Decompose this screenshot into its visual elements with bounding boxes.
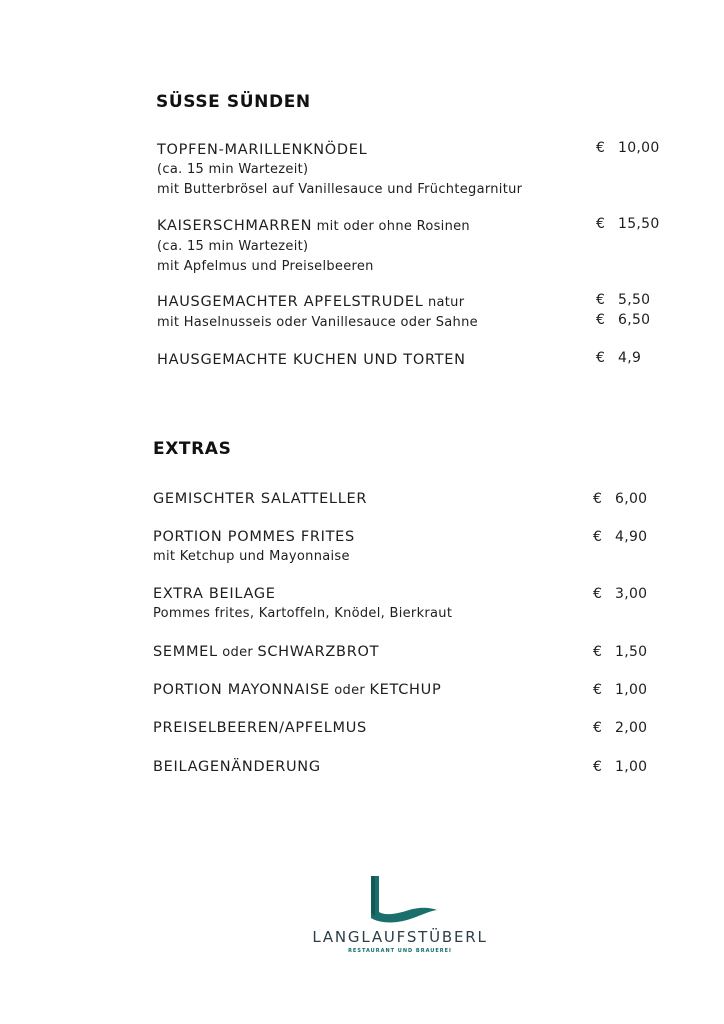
item-price	[593, 680, 647, 700]
section-title-suesse-suenden: SÜSSE SÜNDEN	[156, 92, 311, 112]
currency-symbol: €	[596, 292, 606, 308]
item-price	[596, 138, 660, 158]
logo-name: LANGLAUFSTÜBERL	[312, 928, 488, 946]
currency-symbol: €	[593, 759, 603, 775]
item-name: PREISELBEEREN/APFELMUS	[153, 720, 367, 736]
currency-symbol: €	[596, 216, 606, 232]
item-price	[593, 718, 647, 738]
menu-item-mayonnaise-ketchup	[153, 680, 441, 701]
item-name: HAUSGEMACHTE KUCHEN UND TORTEN	[157, 352, 466, 368]
logo-mark-icon	[355, 874, 440, 926]
currency-symbol: €	[593, 644, 603, 660]
currency-symbol: €	[596, 350, 606, 366]
item-name-connector: oder	[217, 645, 258, 660]
price-value: 1,00	[615, 682, 648, 698]
item-name: PORTION POMMES FRITES	[153, 529, 355, 545]
item-name: TOPFEN-MARILLENKNÖDEL	[157, 142, 368, 158]
item-name: EXTRA BEILAGE	[153, 586, 276, 602]
item-name: BEILAGENÄNDERUNG	[153, 759, 321, 775]
item-name-second: KETCHUP	[369, 682, 442, 698]
item-price	[593, 584, 647, 604]
menu-item-semmel-schwarzbrot	[153, 642, 379, 663]
item-price	[596, 290, 650, 310]
currency-symbol: €	[593, 720, 603, 736]
price-value: 4,9	[618, 350, 642, 366]
section-title-extras: EXTRAS	[153, 439, 232, 459]
currency-symbol: €	[593, 491, 603, 507]
item-price	[593, 642, 647, 662]
item-price	[596, 214, 660, 234]
menu-item-topfen-marillenknoedel	[157, 140, 522, 200]
price-value: 5,50	[618, 292, 651, 308]
item-description-line: mit Ketchup und Mayonnaise	[153, 549, 350, 564]
item-price	[596, 310, 650, 330]
currency-symbol: €	[596, 312, 606, 328]
item-price	[593, 527, 647, 547]
menu-item-kaiserschmarren	[157, 216, 470, 277]
price-value: 3,00	[615, 586, 648, 602]
item-name-connector: oder	[329, 683, 370, 698]
item-name: KAISERSCHMARREN	[157, 218, 313, 234]
menu-item-salatteller	[153, 489, 367, 509]
item-description-line: (ca. 15 min Wartezeit)	[157, 162, 309, 177]
item-name-suffix: mit oder ohne Rosinen	[312, 219, 470, 234]
item-description-line: mit Haselnusseis oder Vanillesauce oder Sahne	[157, 315, 478, 330]
item-name-suffix: natur	[423, 295, 465, 310]
item-name: SEMMEL	[153, 644, 218, 660]
price-value: 6,00	[615, 491, 648, 507]
menu-item-extra-beilage	[153, 584, 452, 624]
menu-item-apfelstrudel	[157, 292, 478, 333]
price-value: 1,00	[615, 759, 648, 775]
price-value: 4,90	[615, 529, 648, 545]
menu-item-preiselbeeren-apfelmus	[153, 718, 367, 738]
menu-item-kuchen-torten	[157, 350, 466, 370]
item-description-line: Pommes frites, Kartoffeln, Knödel, Bierkraut	[153, 606, 453, 621]
price-value: 15,50	[618, 216, 660, 232]
currency-symbol: €	[593, 529, 603, 545]
price-value: 10,00	[618, 140, 660, 156]
currency-symbol: €	[593, 682, 603, 698]
price-value: 2,00	[615, 720, 648, 736]
price-value: 1,50	[615, 644, 648, 660]
item-description-line: mit Butterbrösel auf Vanillesauce und Früchtegarnitur	[157, 182, 523, 197]
logo-tagline: RESTAURANT UND BRAUEREI	[348, 948, 452, 954]
item-price	[596, 348, 641, 368]
item-price	[593, 757, 647, 777]
item-name: HAUSGEMACHTER APFELSTRUDEL	[157, 294, 424, 310]
item-name-second: SCHWARZBROT	[257, 644, 380, 660]
item-description-line: mit Apfelmus und Preiselbeeren	[157, 259, 374, 274]
item-description-line: (ca. 15 min Wartezeit)	[157, 239, 309, 254]
item-name: GEMISCHTER SALATTELLER	[153, 491, 368, 507]
price-value: 6,50	[618, 312, 651, 328]
currency-symbol: €	[596, 140, 606, 156]
item-name: PORTION MAYONNAISE	[153, 682, 330, 698]
currency-symbol: €	[593, 586, 603, 602]
menu-item-pommes-frites	[153, 527, 355, 567]
menu-item-beilagenaenderung	[153, 757, 321, 777]
item-price	[593, 489, 647, 509]
